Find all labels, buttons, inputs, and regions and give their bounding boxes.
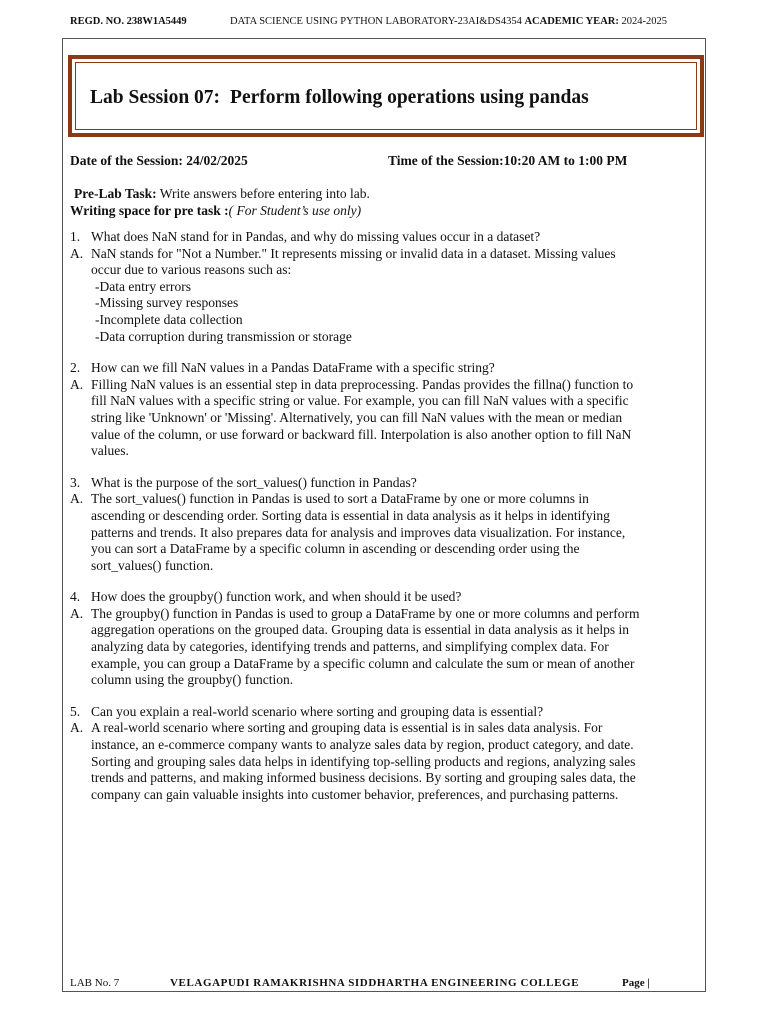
prelab-task-label: Pre-Lab Task: (74, 186, 157, 201)
answer (70, 720, 640, 803)
answer (70, 246, 640, 346)
question-text: What is the purpose of the sort_values() function in Pandas? (91, 474, 417, 490)
prelab-task-line (70, 185, 370, 202)
title-frame (68, 55, 704, 137)
answer-text: Filling NaN values is an essential step in data preprocessing. Pandas provides the fillna() function to fill NaN values with a specific string or value. For example, you can fill NaN values with a specific string like 'Unknown' or 'Missing'. Alternatively, you can fill NaN values with the mean or median value of the column, or use forward or backward fill. Interpolation is also another option to fill NaN values. (91, 376, 634, 459)
question-number: 5. (70, 703, 81, 719)
page-header (70, 14, 710, 30)
answer-text: The groupby() function in Pandas is used to group a DataFrame by one or more columns and perform aggregation operations on the grouped data. Grouping data is essential in data analysis as it helps in analyzing data by categories, identifying trends and patterns, and simplifying complex data. For example, you can group a DataFrame by a specific column and calculate the sum or mean of another column using the groupby() function. (91, 605, 640, 688)
prelab-space-line (70, 202, 370, 219)
question-text: How can we fill NaN values in a Pandas DataFrame with a specific string? (91, 360, 495, 376)
question (70, 229, 640, 246)
question-number: 2. (70, 360, 81, 376)
answer-text: NaN stands for "Not a Number." It represents missing or invalid data in a dataset. Missing values occur due to various reasons such as: (91, 245, 616, 278)
session-time: Time of the Session:10:20 AM to 1:00 PM (388, 153, 628, 168)
answer-bullet: -Data entry errors (95, 278, 191, 294)
qa-item (70, 360, 640, 460)
question-number: 3. (70, 474, 81, 490)
academic-year: 2024-2025 (621, 16, 667, 27)
footer-page-label: Page | (622, 977, 650, 989)
question-number: 4. (70, 589, 81, 605)
session-info (70, 152, 710, 170)
answer-marker: A. (70, 245, 84, 261)
prelab-section (70, 185, 370, 219)
question (70, 475, 640, 492)
question-number: 1. (70, 229, 81, 244)
lab-title (90, 87, 589, 109)
prelab-space-label: Writing space for pre task : (70, 203, 229, 218)
question (70, 589, 640, 606)
lab-session-title: Perform following operations using pandas (230, 87, 589, 108)
footer-college-name: VELAGAPUDI RAMAKRISHNA SIDDHARTHA ENGINEERING COLLEGE (170, 977, 580, 989)
answer-bullet: -Missing survey responses (95, 295, 239, 311)
answer-text: A real-world scenario where sorting and grouping data is essential is in sales data analysis. For instance, an e-commerce company wants to analyze sales data by region, product category, and date. Sorting and grouping sales data helps in identifying top-selling products and regions, analyzing sales trends and patterns, and making informed business decisions. By sorting and grouping sales data, the company can gain valuable insights into customer behavior, preferences, and purchasing patterns. (91, 720, 636, 802)
answer-marker: A. (70, 376, 84, 392)
question-text: How does the groupby() function work, and when should it be used? (91, 589, 462, 605)
answer-bullet: -Incomplete data collection (95, 311, 243, 327)
academic-year-label: ACADEMIC YEAR: (524, 16, 619, 27)
lab-session-number: Lab Session 07: (90, 87, 221, 108)
answer-text: The sort_values() function in Pandas is used to sort a DataFrame by one or more columns in ascending or descending order. Sorting data is essential in data analysis as it helps in identifying patterns and trends. It also prepares data for analysis and improves data visualization. For instance, you can sort a DataFrame by a specific column in ascending or descending order using the sort_values() function. (91, 491, 626, 573)
course-name: DATA SCIENCE USING PYTHON LABORATORY-23AI&DS4354 (230, 16, 522, 27)
answer (70, 606, 640, 689)
question (70, 704, 640, 721)
regd-number: REGD. NO. 238W1A5449 (70, 16, 187, 27)
answer-marker: A. (70, 720, 84, 736)
question (70, 360, 640, 377)
answer-marker: A. (70, 605, 84, 621)
qa-item (70, 704, 640, 804)
prelab-task-text: Write answers before entering into lab. (159, 186, 370, 201)
footer-lab-number: LAB No. 7 (70, 977, 120, 989)
qa-item (70, 229, 640, 345)
answer-bullet: -Data corruption during transmission or storage (95, 328, 352, 344)
course-header (230, 14, 667, 30)
answer-marker: A. (70, 491, 84, 507)
answer (70, 377, 640, 460)
qa-item (70, 475, 640, 575)
answer (70, 491, 640, 574)
session-date: Date of the Session: 24/02/2025 (70, 153, 248, 168)
qa-list (70, 229, 640, 818)
question-text: What does NaN stand for in Pandas, and why do missing values occur in a dataset? (91, 229, 541, 244)
title-inner-frame (75, 62, 697, 130)
question-text: Can you explain a real-world scenario where sorting and grouping data is essential? (91, 703, 544, 719)
qa-item (70, 589, 640, 689)
prelab-space-note: ( For Student’s use only) (228, 203, 362, 218)
